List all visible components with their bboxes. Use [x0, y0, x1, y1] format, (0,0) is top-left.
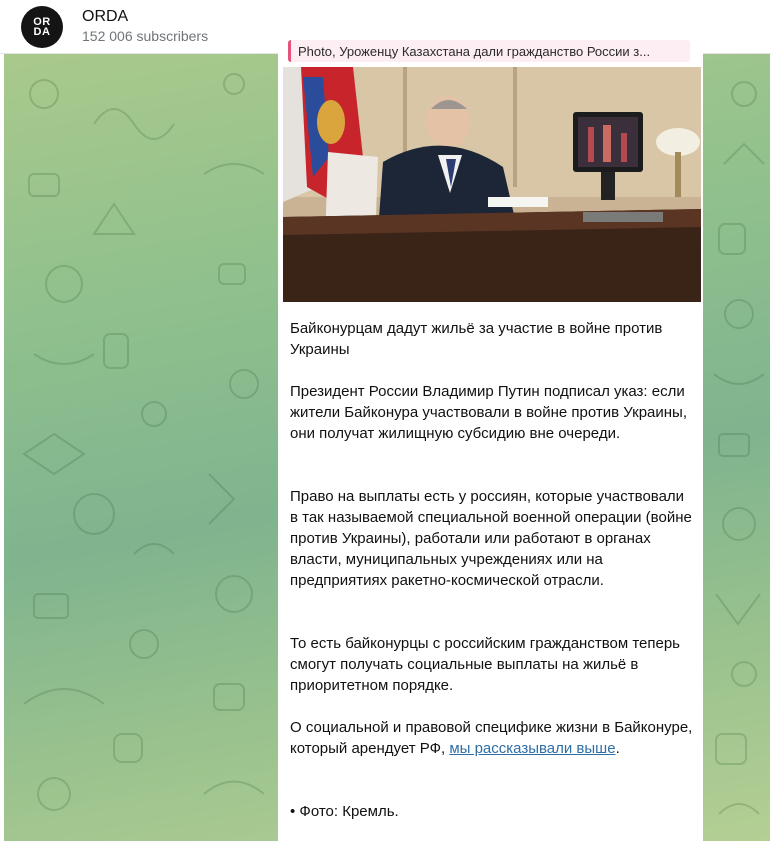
post-paragraph-3: То есть байконурцы с российским гражданством теперь смогут получать социальные выплаты на жильё в приоритетном порядке.: [290, 635, 680, 694]
channel-avatar[interactable]: [21, 6, 63, 48]
post-photo[interactable]: [283, 67, 701, 302]
message-bubble[interactable]: [278, 40, 703, 841]
paragraph-4-text: О социальной и правовой специфике жизни в Байконуре, который арендует РФ,: [290, 719, 693, 757]
photo-illustration: [283, 67, 701, 302]
channel-name[interactable]: ORDA: [82, 8, 129, 25]
post-headline: Байконурцам дадут жильё за участие в войне против Украины: [290, 320, 663, 358]
reply-preview-text: Photo, Уроженцу Казахстана дали гражданство России з...: [298, 44, 651, 59]
reply-preview[interactable]: [288, 40, 690, 62]
paragraph-4-end: .: [615, 740, 620, 757]
post-paragraph-2: Право на выплаты есть у россиян, которые участвовали в так называемой специальной военной операции (войне против Украины), работали или работают в органах власти, муниципальных учреждениях или на предприятиях ракетно-космической отрасли.: [290, 488, 692, 589]
avatar-text-line2: DA: [33, 26, 51, 38]
post-paragraph-1: Президент России Владимир Путин подписал указ: если жители Байконура участвовали в войне против Украины, они получат жилищную субсидию вне очереди.: [290, 383, 688, 442]
avatar-text-line1: OR: [33, 16, 51, 28]
link-told-above[interactable]: мы рассказывали выше: [449, 740, 616, 757]
post-paragraph-4: [290, 717, 695, 759]
photo-credit: • Фото: Кремль.: [290, 803, 399, 820]
subscriber-count: 152 006 subscribers: [82, 28, 209, 44]
